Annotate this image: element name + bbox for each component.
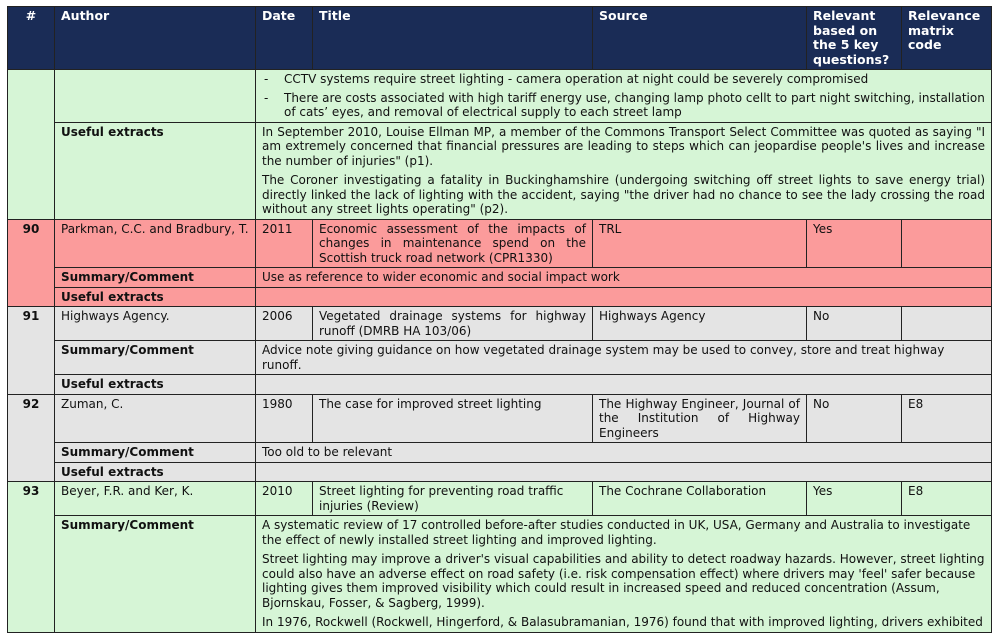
extract-paragraph: In September 2010, Louise Ellman MP, a member of the Commons Transport Select Committee was quoted as saying "I am extremely concerned that financial pressures are leading to steps which can jeopardise people's lives and increase the number of injuries" (p1). — [262, 124, 985, 168]
extracts-cell — [256, 462, 992, 482]
source-cell: The Cochrane Collaboration — [593, 482, 807, 516]
summary-cell: Advice note giving guidance on how vegetated drainage system may be used to convey, store and treat highway runoff. — [256, 341, 992, 375]
header-row — [8, 7, 992, 70]
author-cell: Parkman, C.C. and Bradbury, T. — [55, 219, 256, 268]
extract-paragraph: The Coroner investigating a fatality in Buckinghamshire (undergoing switching off street lights to save energy trial) directly linked the lack of lighting with the accident, saying "the driver had no chance to see the lady crossing the road without any street lights operating" (p2). — [262, 173, 985, 216]
summary-cell: Too old to be relevant — [256, 443, 992, 463]
summary-paragraph: A systematic review of 17 controlled before-after studies conducted in UK, USA, Germany and Australia to investigate the effect of newly installed street lighting and improved lighting. — [262, 518, 971, 547]
table-row — [8, 268, 992, 288]
header-code: Relevance matrix code — [902, 7, 992, 70]
summary-paragraph: In 1976, Rockwell (Rockwell, Hingerford, & Balasubramanian, 1976) found that with improved lighting, drivers exhibited — [262, 615, 983, 629]
table-row — [8, 219, 992, 268]
source-cell: TRL — [593, 219, 807, 268]
source-cell: The Highway Engineer, Journal of the Institution of Highway Engineers — [593, 394, 807, 443]
header-relevant: Relevant based on the 5 key questions? — [807, 7, 902, 70]
cont-bullet-list — [262, 72, 985, 120]
table-row — [8, 462, 992, 482]
date-cell: 2010 — [256, 482, 313, 516]
table-row — [8, 516, 992, 633]
title-cell: The case for improved street lighting — [313, 394, 593, 443]
table-row — [8, 307, 992, 341]
cont-summary-cell — [256, 70, 992, 123]
cont-extracts-cell — [256, 122, 992, 219]
extracts-label: Useful extracts — [55, 375, 256, 395]
code-cell: E8 — [902, 394, 992, 443]
extracts-label: Useful extracts — [55, 462, 256, 482]
table-row — [8, 122, 992, 219]
title-cell: Street lighting for preventing road traffic injuries (Review) — [313, 482, 593, 516]
table-row — [8, 443, 992, 463]
header-author: Author — [55, 7, 256, 70]
dash-bullet-icon: - — [264, 72, 269, 86]
extracts-cell — [256, 287, 992, 307]
header-num: # — [8, 7, 55, 70]
table-row — [8, 287, 992, 307]
date-cell: 2006 — [256, 307, 313, 341]
table-row — [8, 482, 992, 516]
cont-label-cell — [55, 70, 256, 123]
summary-cell — [256, 516, 992, 633]
summary-label: Summary/Comment — [55, 516, 256, 633]
relevant-cell: Yes — [807, 482, 902, 516]
summary-label: Summary/Comment — [55, 341, 256, 375]
relevant-cell: No — [807, 394, 902, 443]
entry-number: 93 — [8, 482, 55, 633]
table-row — [8, 341, 992, 375]
relevant-cell: No — [807, 307, 902, 341]
title-cell: Vegetated drainage systems for highway runoff (DMRB HA 103/06) — [313, 307, 593, 341]
relevant-cell: Yes — [807, 219, 902, 268]
header-title: Title — [313, 7, 593, 70]
date-cell: 2011 — [256, 219, 313, 268]
extracts-label: Useful extracts — [55, 122, 256, 219]
extracts-label: Useful extracts — [55, 287, 256, 307]
code-cell: E8 — [902, 482, 992, 516]
literature-review-table — [7, 6, 992, 633]
summary-paragraph: Street lighting may improve a driver's visual capabilities and ability to detect roadway hazards. However, street lighting could also have an adverse effect on road safety (i.e. risk compensation effect) where drivers may 'feel' safer because lighting gives them improved visibility which could result in increased speed and reduced concentration (Assum, Bjornskau, Fosser, & Sagberg, 1999). — [262, 552, 985, 610]
list-item: - CCTV systems require street lighting - camera operation at night could be severely compromised — [264, 72, 869, 86]
dash-bullet-icon: - — [264, 90, 269, 105]
source-cell: Highways Agency — [593, 307, 807, 341]
table-row — [8, 375, 992, 395]
code-cell — [902, 307, 992, 341]
summary-cell: Use as reference to wider economic and social impact work — [256, 268, 992, 288]
author-cell: Highways Agency. — [55, 307, 256, 341]
header-date: Date — [256, 7, 313, 70]
entry-number: 92 — [8, 394, 55, 482]
table-row — [8, 70, 992, 123]
title-cell: Economic assessment of the impacts of changes in maintenance spend on the Scottish truck road network (CPR1330) — [313, 219, 593, 268]
summary-label: Summary/Comment — [55, 268, 256, 288]
entry-number: 91 — [8, 307, 55, 395]
table-row — [8, 394, 992, 443]
extracts-cell — [256, 375, 992, 395]
cont-num-cell — [8, 70, 55, 220]
author-cell: Zuman, C. — [55, 394, 256, 443]
entry-number: 90 — [8, 219, 55, 307]
list-item: - There are costs associated with high tariff energy use, changing lamp photo cellt to part night switching, installation of cats’ eyes, and removal of electrical supply to each street lamp — [264, 90, 985, 119]
summary-label: Summary/Comment — [55, 443, 256, 463]
date-cell: 1980 — [256, 394, 313, 443]
header-source: Source — [593, 7, 807, 70]
code-cell — [902, 219, 992, 268]
author-cell: Beyer, F.R. and Ker, K. — [55, 482, 256, 516]
